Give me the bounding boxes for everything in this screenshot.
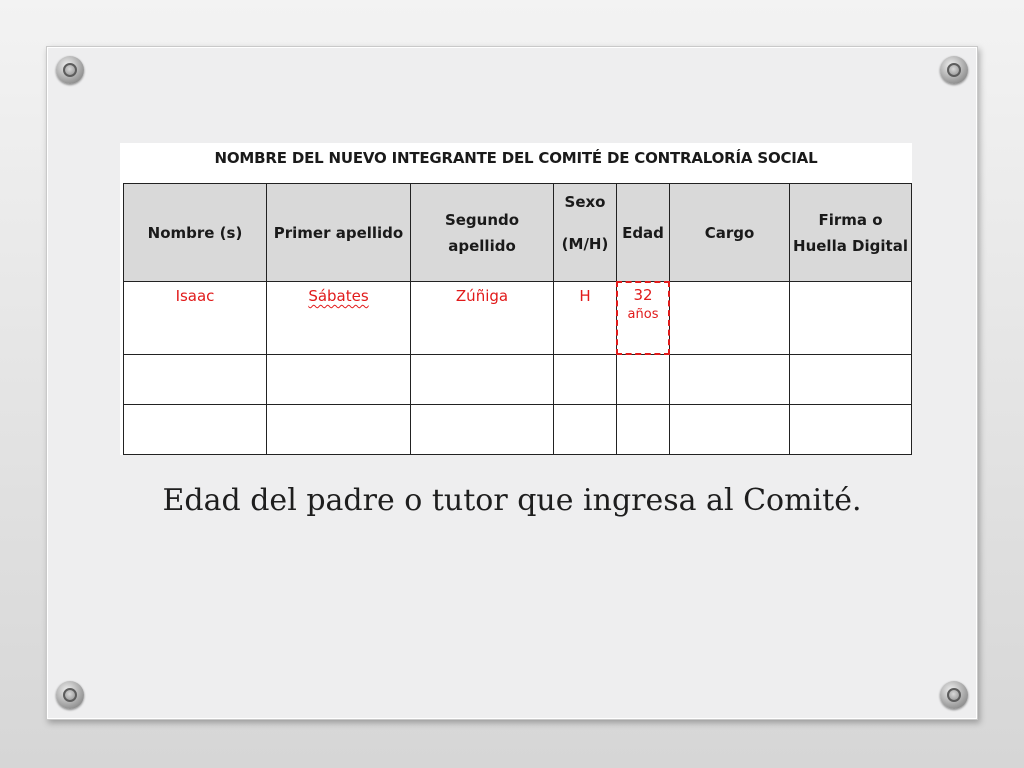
header-segundo-apellido-line1: Segundo: [444, 210, 520, 229]
cell-nombre: [124, 282, 267, 355]
cell-segundo-apellido: [411, 355, 554, 405]
table-row: [124, 355, 912, 405]
cell-nombre: [124, 405, 267, 455]
header-sexo: [554, 184, 617, 282]
cell-edad: [617, 282, 670, 355]
cell-cargo: [670, 355, 790, 405]
form-title: NOMBRE DEL NUEVO INTEGRANTE DEL COMITÉ DE CONTRALORÍA SOCIAL: [214, 149, 818, 167]
header-edad: [617, 184, 670, 282]
header-sexo-line1: Sexo: [564, 192, 606, 211]
cell-primer-apellido: [267, 355, 411, 405]
cell-nombre-value: Isaac: [175, 287, 215, 305]
table-header-row: [124, 184, 912, 282]
cell-firma-value: [790, 282, 911, 287]
cell-edad: [617, 355, 670, 405]
cell-segundo-apellido: [411, 405, 554, 455]
cell-nombre: [124, 355, 267, 405]
cell-sexo: [554, 282, 617, 355]
table-row: [124, 282, 912, 355]
header-firma-line1: Firma o: [818, 210, 883, 229]
header-primer-apellido: [267, 184, 411, 282]
header-nombre-label: Nombre (s): [147, 223, 243, 242]
header-firma-line2: Huella Digital: [793, 236, 908, 255]
cell-primer-apellido: [267, 282, 411, 355]
cell-primer-apellido-value: Sábates: [308, 287, 369, 305]
header-edad-label: Edad: [622, 223, 664, 242]
cell-cargo-value: [670, 282, 789, 287]
header-segundo-apellido-line2: apellido: [448, 236, 516, 255]
cell-cargo: [670, 405, 790, 455]
cell-primer-apellido: [267, 405, 411, 455]
screw-icon: [940, 56, 968, 84]
cell-sexo: [554, 355, 617, 405]
screw-icon: [56, 681, 84, 709]
screw-icon: [940, 681, 968, 709]
screw-icon: [56, 56, 84, 84]
form-image: [120, 143, 912, 455]
header-sexo-line2: (M/H): [561, 234, 609, 253]
slide-caption: Edad del padre o tutor que ingresa al Comité.: [162, 483, 862, 518]
table-row: [124, 405, 912, 455]
header-cargo: [670, 184, 790, 282]
cell-firma: [790, 282, 912, 355]
header-segundo-apellido: [411, 184, 554, 282]
registration-table: [123, 183, 912, 455]
edad-highlight-box: [616, 281, 670, 355]
cell-cargo: [670, 282, 790, 355]
header-firma: [790, 184, 912, 282]
header-primer-apellido-label: Primer apellido: [273, 223, 404, 242]
cell-segundo-apellido: [411, 282, 554, 355]
cell-firma: [790, 405, 912, 455]
cell-sexo-value: H: [579, 287, 591, 305]
cell-edad-number: 32: [633, 286, 653, 304]
cell-sexo: [554, 405, 617, 455]
cell-segundo-apellido-value: Zúñiga: [455, 287, 509, 305]
cell-edad-unit: años: [627, 307, 659, 322]
cell-edad: [617, 405, 670, 455]
cell-firma: [790, 355, 912, 405]
header-nombre: [124, 184, 267, 282]
header-cargo-label: Cargo: [704, 223, 755, 242]
